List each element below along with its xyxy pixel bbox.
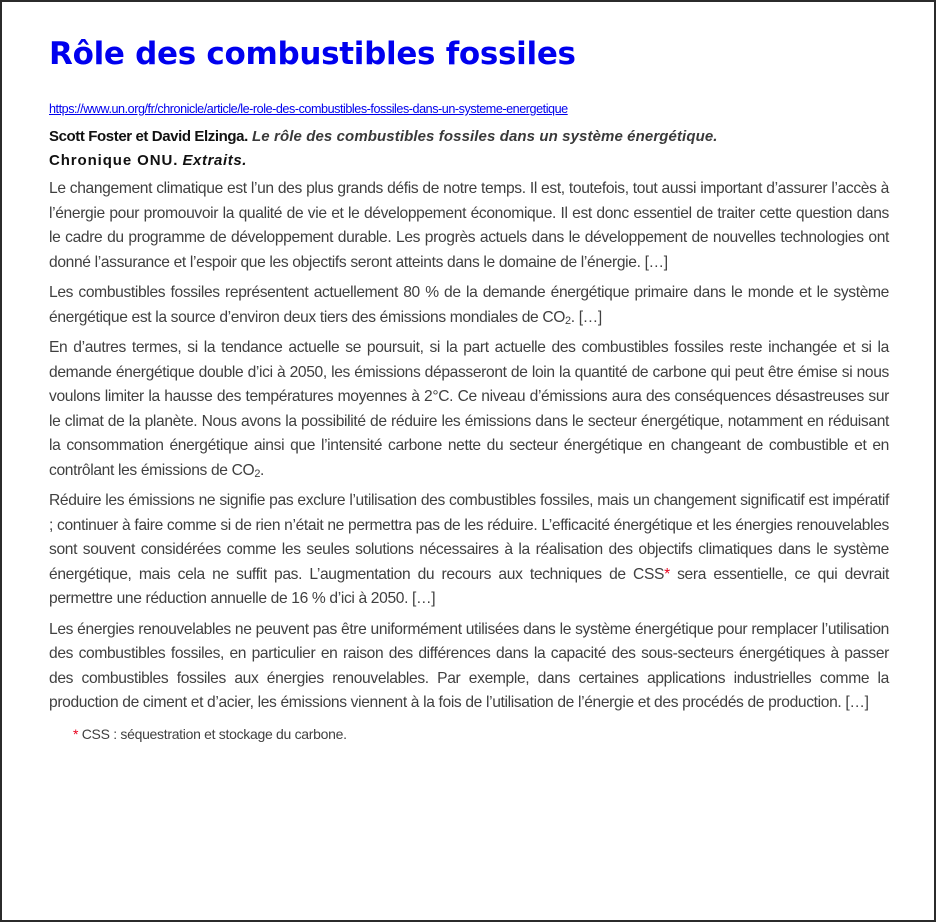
page-title: Rôle des combustibles fossiles <box>49 36 576 72</box>
source-link[interactable]: https://www.un.org/fr/chronicle/article/le-role-des-combustibles-fossiles-dans-un-systeme-energetique <box>49 102 568 116</box>
subscript-2: 2 <box>565 314 571 327</box>
paragraph-4 <box>49 489 889 612</box>
paragraph-2 <box>49 281 889 330</box>
citation-title: Le rôle des combustibles fossiles dans un système énergétique. <box>252 128 718 145</box>
subscript-2: 2 <box>254 467 261 480</box>
paragraph-3-text: En d’autres termes, si la tendance actuelle se poursuit, si la part actuelle des combustibles fossiles reste inchangée et si la demande énergétique double d’ici à 2050, les émissions dépasseront de loin la quantité de carbone qui peut être émise si nous voulons limiter la hausse des températures moyennes à 2°C. Ce niveau d’émissions aura des conséquences désastreuses sur le climat de la planète. Nous avons la possibilité de réduire les émissions dans le secteur énergétique, notamment en réduisant la consommation énergétique ainsi que l’intensité carbone nette du secteur énergétique en changeant de combustible et en contrôlant les émissions de CO <box>49 339 889 479</box>
paragraph-2-end: . […] <box>570 308 602 326</box>
paragraph-3 <box>49 336 889 483</box>
footnote <box>73 724 889 744</box>
document-content <box>49 32 889 744</box>
paragraph-5: Les énergies renouvelables ne peuvent pas être uniformément utilisées dans le système énergétique pour remplacer l’utilisation des combustibles fossiles, en particulier en raison des différences dans la capacité des sous-secteurs énergétiques à passer des combustibles fossiles aux énergies renouvelables. Par exemple, dans certaines applications industrielles comme la production de ciment et d’acier, les émissions viennent à la fois de l’utilisation de l’énergie et des procédés de production. […] <box>49 620 889 711</box>
citation-publication: Chronique ONU. <box>49 152 179 169</box>
paragraph-4-end: sera essentielle, ce qui devrait permettre une réduction annuelle de 16 % d’ici à 2050. […] <box>49 565 889 607</box>
paragraph-4-text: Réduire les émissions ne signifie pas exclure l’utilisation des combustibles fossiles, mais un changement significatif est impératif ; continuer à faire comme si de rien n’était ne permettra pas de les réduire. L’efficacité énergétique et les énergies renouvelables sont souvent considérées comme les seules solutions nécessaires à la réalisation des objectifs climatiques dans le système énergétique, mais cela ne suffit pas. L’augmentation du recours aux techniques de CSS <box>49 492 889 583</box>
citation-authors: Scott Foster et David Elzinga. <box>49 128 248 145</box>
paragraph-2-text: Les combustibles fossiles représentent actuellement 80 % de la demande énergétique primaire dans le monde et le système énergétique est la source d’environ deux tiers des émissions mondiales de CO <box>49 284 889 326</box>
footnote-text: CSS : séquestration et stockage du carbone. <box>78 725 347 742</box>
footnote-asterisk: * <box>73 725 79 742</box>
citation-note: Extraits. <box>182 152 248 169</box>
source-citation <box>49 125 889 173</box>
footnote-marker: * <box>664 565 670 583</box>
paragraph-1: Le changement climatique est l’un des plus grands défis de notre temps. Il est, toutefois, tout aussi important d’assurer l’accès à l’énergie pour promouvoir la qualité de vie et le développement économique. Il est donc essentiel de traiter cette question dans le cadre du programme de développement durable. Les progrès actuels dans le développement de nouvelles technologies ont donné l’assurance et l’espoir que les objectifs seront atteints dans le domaine de l’énergie. […] <box>49 180 889 271</box>
paragraph-3-end: . <box>260 461 265 479</box>
